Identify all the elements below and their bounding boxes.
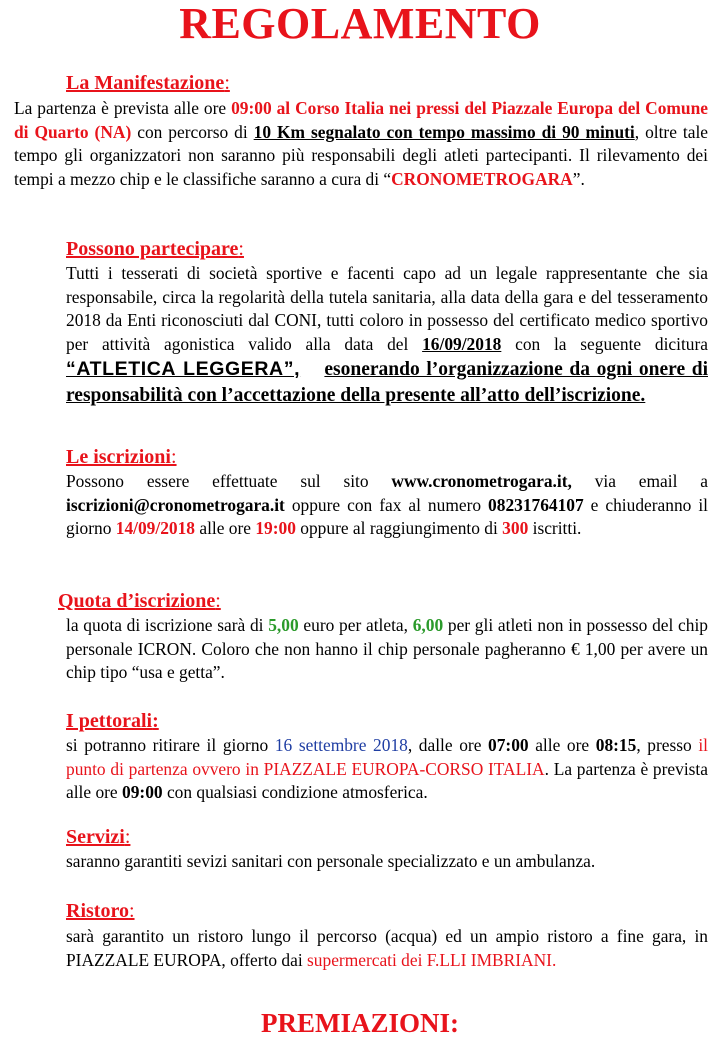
heading-partecipare-label: Possono partecipare xyxy=(66,238,239,260)
heading-partecipare: Possono partecipare: xyxy=(66,238,244,260)
section-pettorali xyxy=(66,734,708,805)
max-entries: 300 xyxy=(502,518,529,538)
heading-manifestazione-label: La Manifestazione xyxy=(66,72,225,94)
heading-manifestazione: La Manifestazione: xyxy=(66,72,230,94)
awards-title: PREMIAZIONI: xyxy=(260,1008,459,1038)
section-servizi: saranno garantiti sevizi sanitari con personale specializzato e un ambulanza. xyxy=(66,851,596,871)
text: iscritti. xyxy=(528,518,582,538)
page-title: REGOLAMENTO xyxy=(179,0,541,48)
heading-iscrizioni: Le iscrizioni: xyxy=(66,446,177,468)
section-manifestazione xyxy=(14,97,708,191)
fax-number: 08231764107 xyxy=(488,494,584,515)
text: oppure con fax al numero xyxy=(284,494,489,515)
section-quota xyxy=(66,614,708,685)
start-time-location: 09:00 al Corso Italia nei pressi del Piazzale Europa del Comune di Quarto (NA) xyxy=(14,98,708,142)
text: e chiuderanno il giorno xyxy=(66,494,708,538)
text: per gli atleti non in possesso del chip personale ICRON. Coloro che non hanno il chip personale pagheranno € 1,00 per avere un chip tipo “usa e getta”. xyxy=(66,615,708,682)
course-info: 10 Km segnalato con tempo massimo di 90 minuti xyxy=(253,121,635,142)
heading-ristoro-label: Ristoro xyxy=(66,900,129,922)
text: Possono essere effettuate sul sito xyxy=(66,471,392,491)
text: alle ore xyxy=(528,735,596,755)
text: sarà garantito un ristoro lungo il percorso (acqua) ed un ampio ristoro a fine gara, in PIAZZALE EUROPA, offerto dai xyxy=(66,926,708,970)
text: via email a xyxy=(571,471,708,491)
pickup-date: 16 settembre 2018 xyxy=(274,735,408,755)
section-ristoro xyxy=(66,925,708,972)
heading-ristoro: Ristoro: xyxy=(66,900,135,922)
text: alle ore xyxy=(195,518,256,538)
fee-without-chip: 6,00 xyxy=(412,615,444,635)
text: la quota di iscrizione sarà di xyxy=(66,615,269,635)
timing-company: CRONOMETROGARA xyxy=(391,168,573,189)
closing-time: 19:00 xyxy=(255,518,296,538)
heading-pettorali-label: I pettorali xyxy=(66,710,153,732)
pickup-start: 07:00 xyxy=(488,735,529,755)
text: Tutti i tesserati di società sportive e facenti capo ad un legale rappresentante che sia responsabile, circa la regolarità della tutela sanitaria, alla data della gara e del tesseramento 2018 da Enti riconosciuti dal CONI, tutti coloro in possesso del certificato medico sportivo per attività agonistica valido alla data del xyxy=(66,263,708,354)
text: . La partenza è prevista alle ore xyxy=(66,758,708,802)
text: con percorso di xyxy=(131,121,254,142)
text: con la seguente dicitura xyxy=(501,333,708,354)
fee-with-chip: 5,00 xyxy=(268,615,299,635)
section-partecipare xyxy=(66,262,708,409)
text: , presso xyxy=(636,735,699,755)
text: con qualsiasi condizione atmosferica. xyxy=(162,782,428,802)
heading-servizi-label: Servizi xyxy=(66,826,125,848)
heading-pettorali: I pettorali: xyxy=(66,710,159,732)
sponsor: supermercati dei F.LLI IMBRIANI. xyxy=(307,949,557,970)
pickup-end: 08:15 xyxy=(595,735,637,755)
text: si potranno ritirare il giorno xyxy=(66,735,275,755)
heading-servizi: Servizi: xyxy=(66,826,131,848)
text: ”. xyxy=(572,168,585,189)
text: euro per atleta, xyxy=(298,615,413,635)
closing-date: 14/09/2018 xyxy=(115,518,195,538)
pickup-location: il punto di partenza ovvero in PIAZZALE EUROPA-CORSO ITALIA xyxy=(66,735,709,779)
start-time: 09:00 xyxy=(122,782,163,802)
email-link[interactable]: iscrizioni@cronometrogara.it xyxy=(66,494,285,515)
heading-quota: Quota d’iscrizione: xyxy=(58,590,221,612)
heading-quota-label: Quota d’iscrizione xyxy=(58,590,216,612)
liability-clause: esonerando l’organizzazione da ogni onere di responsabilità con l’accettazione della presente all’atto dell’iscrizione. xyxy=(66,359,708,406)
text: , dalle ore xyxy=(407,735,489,755)
text: La partenza è prevista alle ore xyxy=(14,98,232,118)
athletics-label: “ATLETICA LEGGERA”, xyxy=(66,358,301,380)
heading-iscrizioni-label: Le iscrizioni xyxy=(66,446,171,468)
text: , oltre tale tempo gli organizzatori non saranno più responsabili degli atleti partecipanti. Il rilevamento dei tempi a mezzo chip e le classifiche saranno a cura di “ xyxy=(14,121,709,189)
certificate-date: 16/09/2018 xyxy=(422,333,502,354)
section-iscrizioni xyxy=(66,470,708,541)
text: oppure al raggiungimento di xyxy=(295,518,503,538)
website-link[interactable]: www.cronometrogara.it, xyxy=(391,471,572,491)
